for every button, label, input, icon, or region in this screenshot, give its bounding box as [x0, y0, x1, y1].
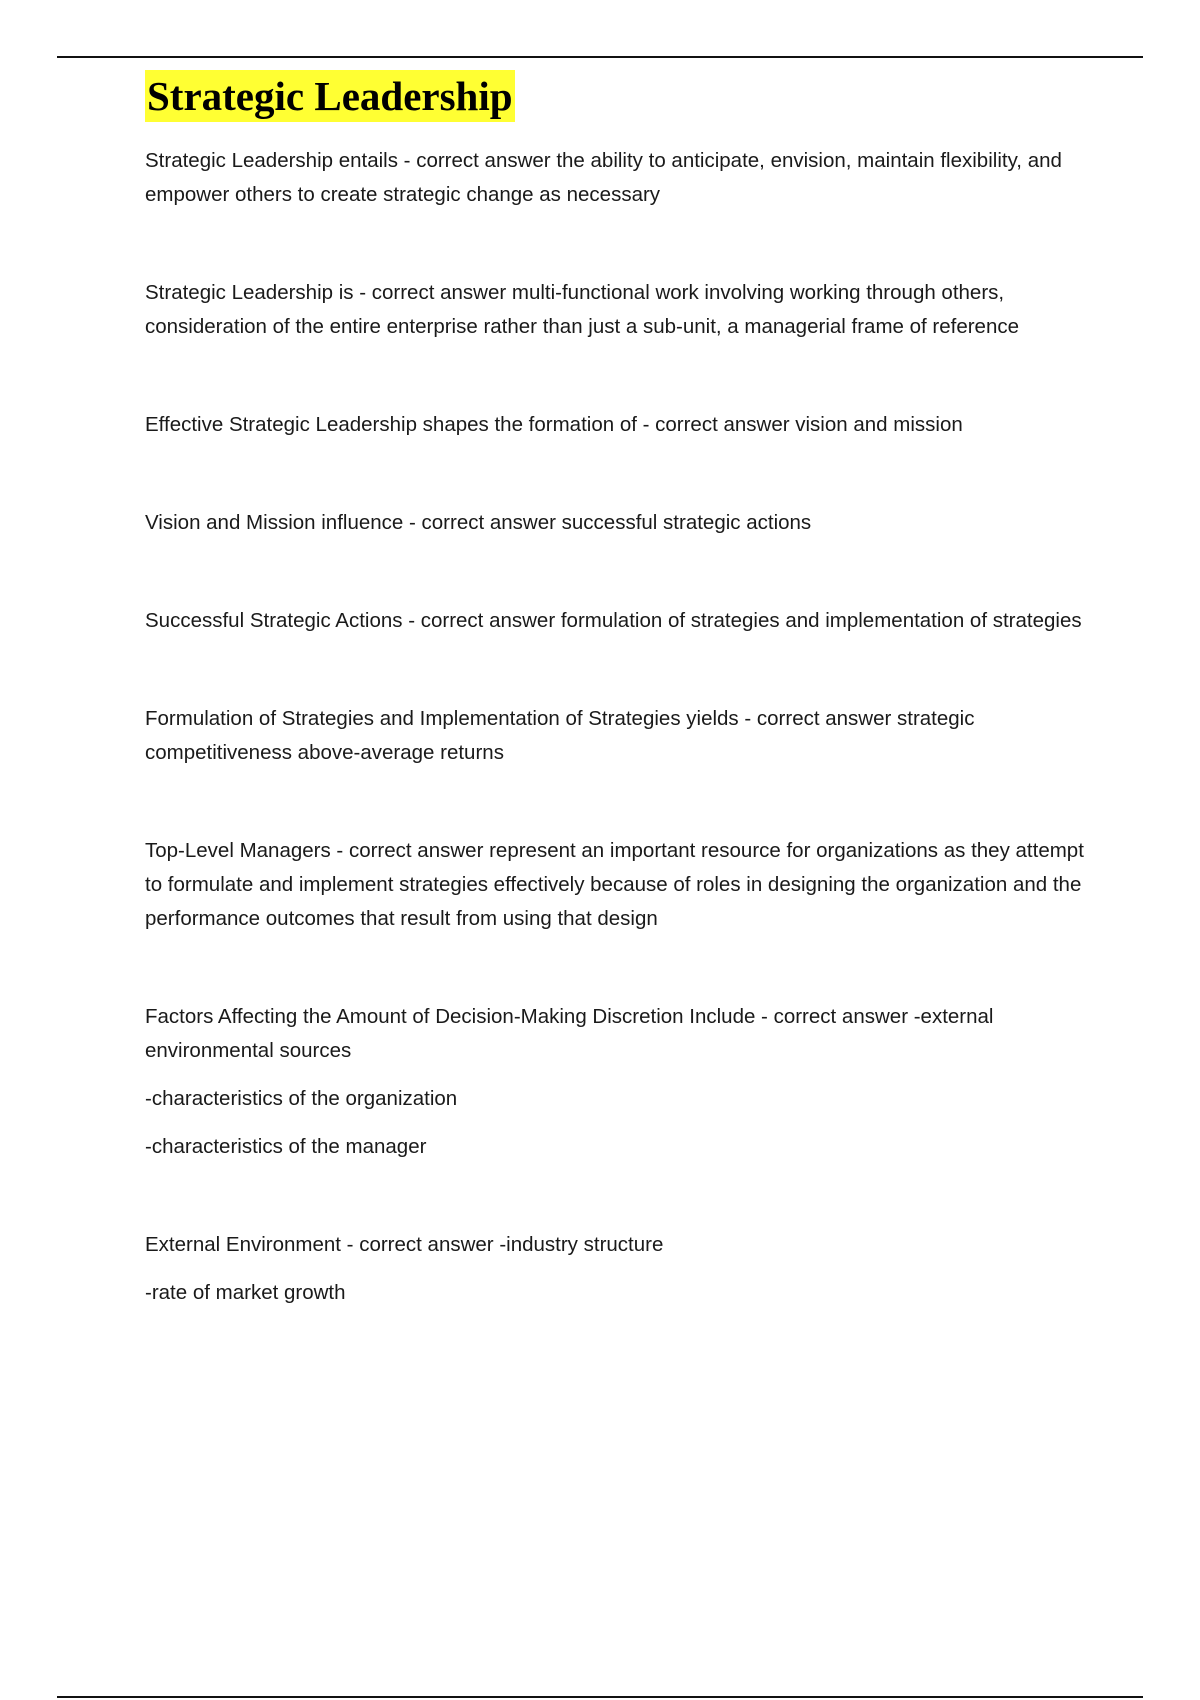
- list-item: -characteristics of the organization: [145, 1087, 458, 1110]
- qa-entry: External Environment - correct answer -industry structure: [145, 1233, 664, 1256]
- list-item: -rate of market growth: [145, 1281, 346, 1304]
- qa-entry: Formulation of Strategies and Implementation of Strategies yields - correct answer strategic competitiveness above-average returns: [145, 707, 975, 764]
- qa-entry-with-list: [145, 1228, 1085, 1310]
- qa-entry: Strategic Leadership entails - correct answer the ability to anticipate, envision, maintain flexibility, and empower others to create strategic change as necessary: [145, 149, 1062, 206]
- qa-entry-with-list: [145, 1000, 1085, 1164]
- qa-entry: Successful Strategic Actions - correct answer formulation of strategies and implementation of strategies: [145, 609, 1082, 632]
- qa-entry: Effective Strategic Leadership shapes the formation of - correct answer vision and mission: [145, 413, 963, 436]
- document-body: [145, 70, 1085, 1310]
- qa-entry: Top-Level Managers - correct answer represent an important resource for organizations as they attempt to formulate and implement strategies effectively because of roles in designing the organization and the performance outcomes that result from using that design: [145, 839, 1084, 930]
- list-item: -characteristics of the manager: [145, 1135, 427, 1158]
- footer-rule: [57, 1696, 1143, 1698]
- qa-entry: Vision and Mission influence - correct answer successful strategic actions: [145, 511, 812, 534]
- qa-entry: Factors Affecting the Amount of Decision-Making Discretion Include - correct answer -external environmental sources: [145, 1005, 994, 1062]
- document-title: Strategic Leadership: [145, 70, 515, 122]
- qa-entry: Strategic Leadership is - correct answer multi-functional work involving working through others, consideration of the entire enterprise rather than just a sub-unit, a managerial frame of reference: [145, 281, 1020, 338]
- header-rule: [57, 56, 1143, 58]
